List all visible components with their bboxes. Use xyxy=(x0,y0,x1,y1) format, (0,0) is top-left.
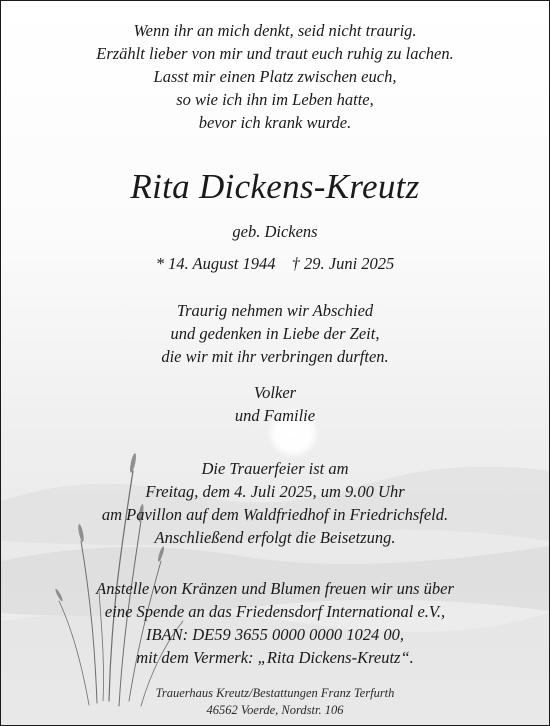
poem-line: bevor ich krank wurde. xyxy=(198,113,352,132)
birth-name: geb. Dickens xyxy=(232,222,318,241)
farewell-text xyxy=(1,299,549,368)
farewell-line: die wir mit ihr verbringen durften. xyxy=(161,347,389,366)
ceremony-line: Anschließend erfolgt die Beisetzung. xyxy=(154,528,396,547)
deceased-name: Rita Dickens-Kreutz xyxy=(130,167,420,206)
poem-line: Lasst mir einen Platz zwischen euch, xyxy=(153,67,397,86)
poem-line: Erzählt lieber von mir und traut euch ruhig zu lachen. xyxy=(96,44,454,63)
poem-verse xyxy=(1,19,549,134)
donation-iban: IBAN: DE59 3655 0000 0000 1024 00, xyxy=(145,625,405,644)
ceremony-details xyxy=(1,457,549,549)
ceremony-line: Freitag, dem 4. Juli 2025, um 9.00 Uhr xyxy=(145,482,405,501)
donation-request xyxy=(1,577,549,669)
poem-line: Wenn ihr an mich denkt, seid nicht traurig. xyxy=(133,21,417,40)
mourner-family: und Familie xyxy=(234,406,316,425)
farewell-line: Traurig nehmen wir Abschied xyxy=(176,301,374,320)
mourner-name: Volker xyxy=(253,383,297,402)
funeral-home-address: 46562 Voerde, Nordstr. 106 xyxy=(206,703,344,717)
farewell-line: und gedenken in Liebe der Zeit, xyxy=(170,324,380,343)
birth-date: * 14. August 1944 xyxy=(155,254,276,273)
poem-line: so wie ich ihn im Leben hatte, xyxy=(176,90,374,109)
donation-line: eine Spende an das Friedensdorf International e.V., xyxy=(104,602,446,621)
death-date: † 29. Juni 2025 xyxy=(291,254,395,273)
funeral-home-name: Trauerhaus Kreutz/Bestattungen Franz Terfurth xyxy=(155,686,395,700)
life-dates xyxy=(1,253,549,275)
donation-line: Anstelle von Kränzen und Blumen freuen wir uns über xyxy=(96,579,454,598)
ceremony-line: am Pavillon auf dem Waldfriedhof in Friedrichsfeld. xyxy=(101,505,449,524)
ceremony-line: Die Trauerfeier ist am xyxy=(201,459,349,478)
mourners xyxy=(1,381,549,427)
funeral-home-footer xyxy=(1,685,549,719)
donation-line: mit dem Vermerk: „Rita Dickens-Kreutz“. xyxy=(136,648,414,667)
